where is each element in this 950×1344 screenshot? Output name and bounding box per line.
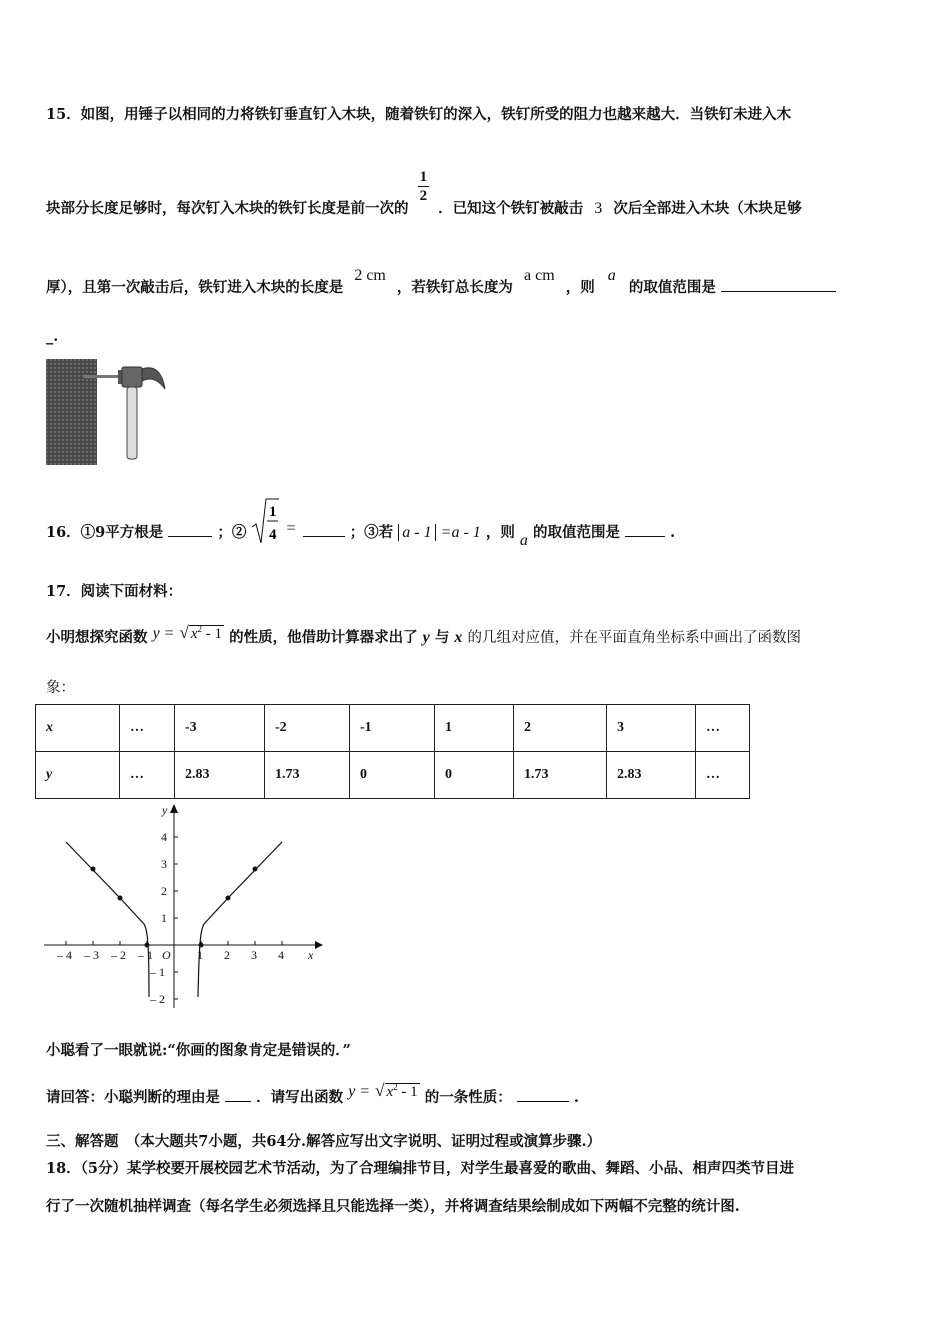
q17-property-blank[interactable] [517, 1087, 569, 1102]
table-cell: 0 [350, 752, 435, 799]
q17-reason-blank[interactable] [225, 1087, 251, 1102]
y-tick-label: 2 [161, 884, 167, 898]
x-tick-label: – 1 [138, 948, 153, 962]
y-axis-arrow [170, 804, 178, 813]
table-cell: 1.73 [265, 752, 350, 799]
q16-part4: ，则 [485, 524, 515, 541]
q15-line3-d: 的取值范围是 [628, 279, 716, 296]
nail [84, 375, 120, 378]
q15-fraction-half [418, 168, 430, 205]
table-cell: 2.83 [607, 752, 696, 799]
q16-equals: = [286, 520, 296, 537]
hammer-illustration [46, 355, 171, 467]
q15-line1: 15．如图，用锤子以相同的力将铁钉垂直钉入木块，随着铁钉的深入，铁钉所受的阻力也越来越大．当铁钉未进入木 [46, 106, 792, 123]
q17-ask-func-lhs: y = [348, 1083, 371, 1100]
hammer-head [122, 367, 142, 387]
table-cell: -3 [175, 705, 265, 752]
table-cell: 2 [514, 705, 607, 752]
hammer-handle [127, 387, 137, 459]
plot-point [199, 943, 204, 948]
q17-ask-radicand [385, 1083, 420, 1100]
sqrt-quarter [251, 497, 279, 547]
q16-rhs: =a - 1 [440, 524, 481, 541]
q18-line1: 18．（5分）某学校要开展校园艺术节活动，为了合理编排节目，对学生最喜爱的歌曲、舞蹈、小品、相声四类节目进 [46, 1160, 795, 1177]
q17-radicand [189, 625, 224, 642]
q17-comment: 小聪看了一眼就说:“你画的图象肯定是错误的．” [46, 1042, 351, 1059]
y-tick-label: 4 [161, 830, 167, 844]
q17-rad-exp: 2 [197, 624, 203, 634]
value-table [35, 704, 750, 799]
q17-intro-d: 象： [46, 680, 75, 696]
plot-point [145, 943, 150, 948]
sqrt-numerator: 1 [269, 504, 277, 520]
plot-point [91, 867, 96, 872]
plot-point [118, 896, 123, 901]
q16-end: . [670, 524, 676, 541]
q15-answer-blank[interactable] [721, 277, 836, 292]
q17-var-x: x [454, 629, 463, 646]
curve-right [198, 842, 282, 997]
frac-denominator: 2 [419, 188, 428, 204]
q17-rad-x: x [190, 626, 198, 642]
q16-blank3[interactable] [625, 522, 665, 537]
table-cell: … [120, 752, 175, 799]
q15-var-a: a [607, 267, 616, 284]
q15-line2-a: 块部分长度足够时，每次钉入木块的铁钉长度是前一次的 [46, 199, 409, 217]
q17-ask-rad-exp: 2 [393, 1082, 398, 1092]
q15-len2: a cm [523, 267, 555, 284]
wood-block [46, 359, 97, 465]
x-tick-label: 1 [197, 948, 203, 962]
q15-times: 3 [594, 199, 603, 217]
q17-yu: 与 [434, 629, 450, 646]
table-cell: -1 [350, 705, 435, 752]
y-tick-label: 1 [161, 911, 167, 925]
plot-point [226, 896, 231, 901]
x-tick-label: – 2 [111, 948, 126, 962]
table-cell: x [36, 705, 120, 752]
q17-func-sqrt: √ $x^2 - 1$ [179, 623, 223, 642]
x-tick-label: 3 [251, 948, 257, 962]
q15-line3-b: ，若铁钉总长度为 [396, 279, 513, 296]
q15-line4: _. [46, 328, 59, 345]
q15-line3-a: 厚），且第一次敲击后，铁钉进入木块的长度是 [46, 279, 344, 296]
q15-line3 [46, 267, 836, 297]
y-tick-label: 3 [161, 857, 167, 871]
q17-ask-b: ．请写出函数 [256, 1089, 344, 1106]
table-row [36, 705, 750, 752]
q16-abs-expr [398, 524, 435, 541]
table-cell: … [696, 705, 750, 752]
q17-ask-func-sqrt: √ $x^2 - 1$ [375, 1081, 418, 1100]
section3-title: 三、解答题 （本大题共7小题，共64分.解答应写出文字说明、证明过程或演算步骤.） [46, 1133, 602, 1150]
x-axis-label: x [308, 948, 314, 962]
q15-len1: 2 cm [354, 267, 386, 284]
q15-line2-c: 次后全部进入木块（木块足够 [613, 199, 802, 217]
q15-line2 [46, 168, 802, 217]
x-tick-label: 2 [224, 948, 230, 962]
frac-numerator: 1 [419, 169, 428, 185]
table-cell: 3 [607, 705, 696, 752]
sqrt-denominator: 4 [269, 527, 277, 543]
nail-head [118, 370, 122, 384]
q17-ask-c: 的一条性质： [424, 1089, 512, 1106]
q16-line [46, 497, 675, 547]
y-tick-label: – 1 [150, 965, 165, 979]
hammer-claw [142, 368, 165, 389]
q17-ask-rad-x: x [386, 1084, 394, 1100]
q17-ask [46, 1072, 579, 1104]
q16-blank2[interactable] [303, 522, 345, 537]
x-tick-label: – 3 [84, 948, 99, 962]
table-cell: … [120, 705, 175, 752]
q18-line2: 行了一次随机抽样调查（每名学生必须选择且只能选择一类），并将调查结果绘制成如下两幅不完整的统计图. [46, 1198, 740, 1215]
q17-intro-a: 小明想探究函数 [46, 629, 148, 646]
origin-label: O [162, 948, 171, 962]
plot-point [253, 867, 258, 872]
q15-line2-b: ．已知这个铁钉被敲击 [438, 199, 584, 217]
table-cell: 1 [435, 705, 514, 752]
q17-ask-end: . [573, 1089, 579, 1106]
q16-part1: 16．①9平方根是 [46, 524, 164, 541]
q15-line3-c: ，则 [565, 279, 595, 296]
table-cell: … [696, 752, 750, 799]
table-cell: 1.73 [514, 752, 607, 799]
q17-func-lhs: y = [152, 625, 175, 642]
q17-intro-b: 的性质，他借助计算器求出了 [229, 629, 418, 646]
x-axis-arrow [315, 941, 323, 949]
q16-part5: 的取值范围是 [532, 524, 620, 541]
q16-blank1[interactable] [168, 522, 212, 537]
y-tick-label: – 2 [150, 992, 165, 1006]
q16-part3: ；③若 [349, 524, 394, 541]
table-cell: y [36, 752, 120, 799]
table-row [36, 752, 750, 799]
y-axis-label: y [162, 803, 168, 817]
table-cell: 0 [435, 752, 514, 799]
function-graph [40, 800, 325, 1012]
q17-var-y: y [422, 629, 430, 646]
q16-part2: ；② [217, 524, 247, 541]
q17-ask-rad-tail: - 1 [397, 1084, 418, 1100]
q17-intro [46, 618, 801, 648]
q17-intro-c: 的几组对应值，并在平面直角坐标系中画出了函数图 [467, 630, 801, 646]
q17-rad-tail: - 1 [202, 626, 223, 642]
q17-title: 17．阅读下面材料： [46, 583, 183, 600]
q16-abs-inner: a - 1 [402, 524, 432, 541]
curve-left [66, 842, 149, 997]
x-tick-label: – 4 [57, 948, 72, 962]
q17-ask-a: 请回答：小聪判断的理由是 [46, 1089, 220, 1106]
x-tick-label: 4 [278, 948, 284, 962]
table-cell: -2 [265, 705, 350, 752]
q16-var-a: a [519, 532, 528, 549]
table-cell: 2.83 [175, 752, 265, 799]
